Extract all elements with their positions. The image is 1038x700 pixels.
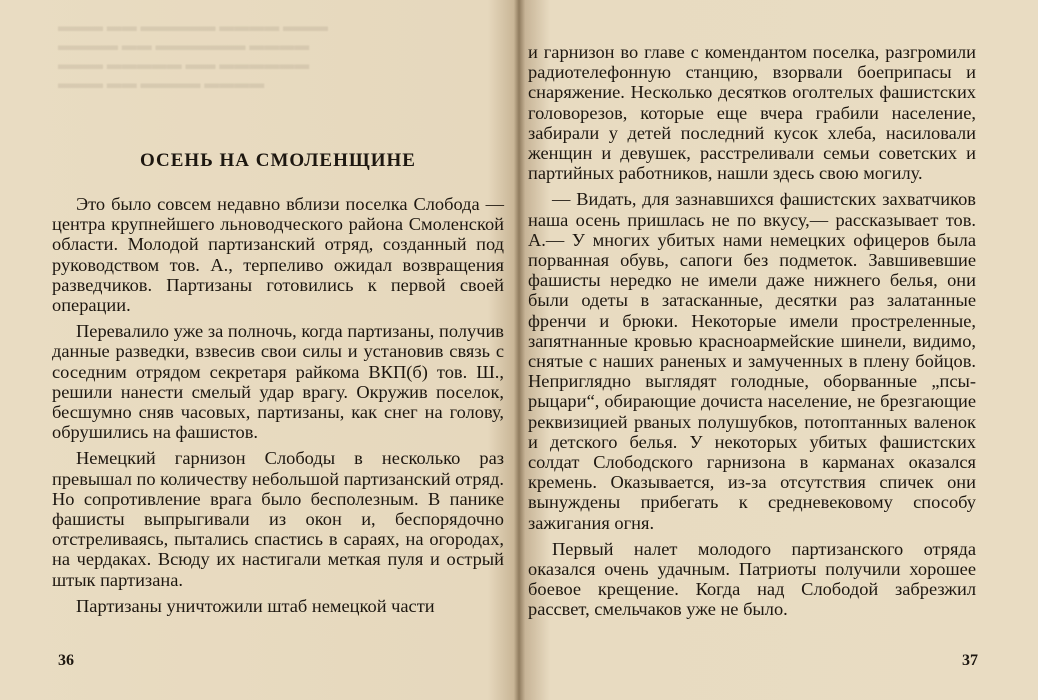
left-page: [52, 0, 504, 700]
paragraph: Партизаны уничтожили штаб немецкой части: [76, 595, 435, 616]
paragraph: Это было совсем недавно вблизи поселка Слобода — центра крупнейшего льноводческого района Смоленской области. Молодой партизанский отряд, созданный под руководством тов. А., терпеливо ожидал возвращения разведчиков. Партизаны готовились к первой своей операции.: [52, 194, 504, 316]
right-page: [528, 0, 976, 700]
paragraph: Немецкий гарнизон Слободы в несколько раз превышал по количеству небольшой партизанский отряд. Но сопротивление врага было бесполезным. В панике фашисты выпрыгивали из окон и, беспорядочно отстреливаясь, пытались спастись в сараях, на огородах, на чердаках. Всюду их настигали меткая пуля и острый штык партизана.: [52, 448, 505, 590]
chapter-title: ОСЕНЬ НА СМОЛЕНЩИНЕ: [140, 150, 416, 171]
page-number: 37: [962, 652, 978, 669]
paragraph: — Видать, для зазнавшихся фашистских захватчиков наша осень пришлась не по вкусу,— рассказывает тов. А.— У многих убитых нами немецких офицеров была порванная обувь, сапоги без подметок. Завшивевшие фашисты нередко не имели даже нижнего белья, они были одеты в затасканные, десятки раз залатанные френчи и брюки. Некоторые имели простреленные, запятнанные кровью красноармейские шинели, видимо, снятые с наших раненых и замученных в плену бойцов. Неприглядно выглядят голодные, оборванные „псы-рыцари“, обирающие дочиста население, не брезгающие реквизицией рваных полушубков, потоптанных валенок и детского белья. У некоторых убитых фашистских солдат Слободского гарнизона в карманах оказался кремень. Оказывается, из-за отсутствия спичек они вынуждены прибегать к средневековому способу зажигания огня.: [528, 189, 976, 533]
paragraph: и гарнизон во главе с комендантом поселка, разгромили радиотелефонную станцию, взорвали боеприпасы и снаряжение. Несколько десятков оголтелых фашистских головорезов, которые еще вчера грабили население, забирали у детей последний кусок хлеба, насиловали женщин и девушек, расстреливали семьи советских и партийных работников, нашли здесь свою могилу.: [528, 42, 976, 184]
paragraph: Перевалило уже за полночь, когда партизаны, получив данные разведки, взвесив свои силы и установив связь с соседним отрядом секретаря райкома ВКП(б) тов. Ш., решили нанести смелый удар врагу. Окружив поселок, бесшумно сняв часовых, партизаны, как снег на голову, обрушились на фашистов.: [52, 321, 504, 443]
left-page-text: [52, 194, 504, 622]
right-page-text: [528, 42, 976, 626]
paragraph: Первый налет молодого партизанского отряда оказался очень удачным. Патриоты получили хорошее боевое крещение. Когда над Слободой забрезжил рассвет, смельчаков уже не было.: [528, 538, 976, 620]
bleed-through-text: ▬▬▬ ▬▬ ▬▬▬▬▬ ▬▬▬▬ ▬▬▬ ▬▬▬▬ ▬▬ ▬▬▬▬▬▬ ▬▬▬▬ ▬▬▬ ▬▬▬▬▬ ▬▬ ▬▬▬▬▬▬ ▬▬▬ ▬▬ ▬▬▬▬ ▬▬▬▬: [58, 19, 328, 92]
page-number: 36: [58, 652, 74, 669]
